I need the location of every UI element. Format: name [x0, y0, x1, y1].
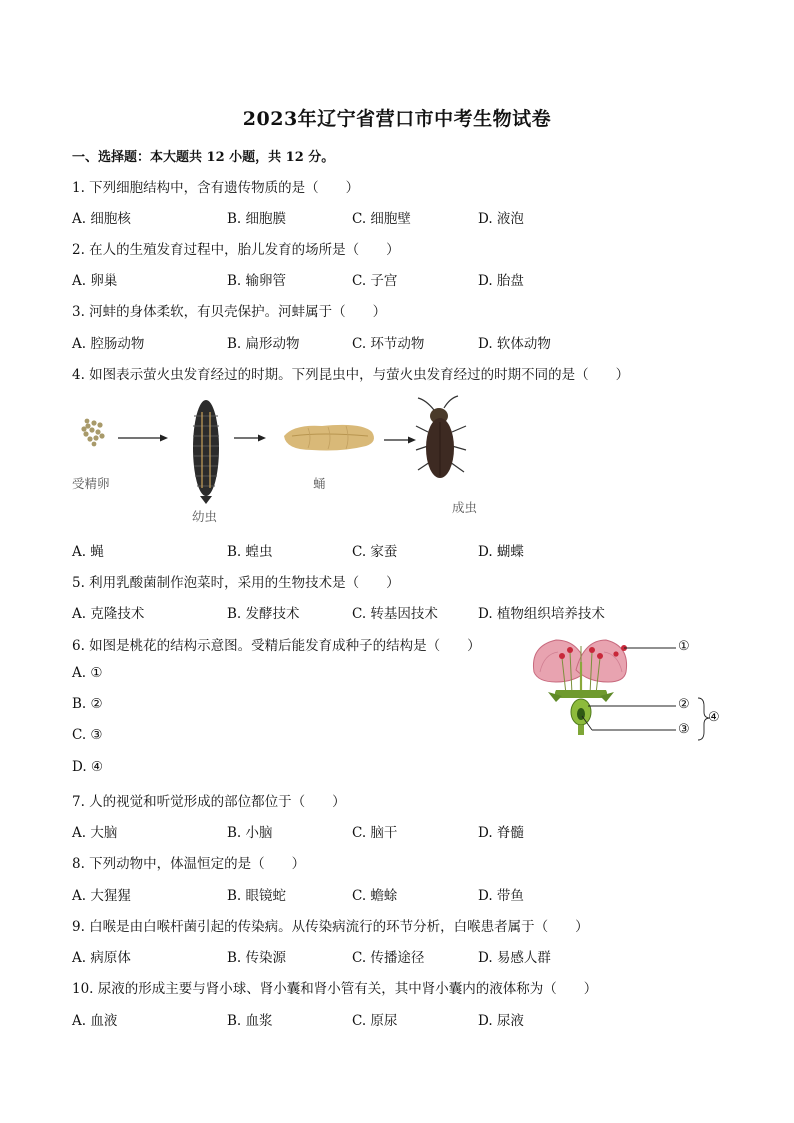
firefly-life-cycle-figure: [72, 392, 512, 532]
option-b[interactable]: B. 扁形动物: [227, 336, 300, 352]
option-a[interactable]: A. 细胞核: [72, 211, 131, 227]
flower-diagram-icon: [533, 640, 627, 735]
option-b[interactable]: B. 蝗虫: [227, 544, 273, 560]
option-a[interactable]: A. 腔肠动物: [72, 336, 145, 352]
arrow-icon: [118, 435, 168, 442]
option-d[interactable]: D. 带鱼: [478, 888, 524, 904]
option-d[interactable]: D. 脊髓: [478, 825, 524, 841]
option-d[interactable]: D. 液泡: [478, 211, 524, 227]
pupa-label: 蛹: [313, 476, 326, 491]
question-3-stem: 3. 河蚌的身体柔软，有贝壳保护。河蚌属于（ ）: [72, 304, 387, 320]
option-b[interactable]: B. 眼镜蛇: [227, 888, 287, 904]
question-1-stem: 1. 下列细胞结构中，含有遗传物质的是（ ）: [72, 180, 360, 196]
option-a[interactable]: A. 病原体: [72, 950, 131, 966]
option-a[interactable]: A. 大猩猩: [72, 888, 131, 904]
option-d[interactable]: D. 易感人群: [478, 950, 551, 966]
option-c[interactable]: C. 转基因技术: [352, 606, 438, 622]
option-b[interactable]: B. 小脑: [227, 825, 273, 841]
option-c[interactable]: C. 环节动物: [352, 336, 425, 352]
option-a[interactable]: A. 克隆技术: [72, 606, 145, 622]
option-a[interactable]: A. 大脑: [72, 825, 118, 841]
question-7-stem: 7. 人的视觉和听觉形成的部位都位于（ ）: [72, 794, 346, 810]
larva-icon: [193, 400, 219, 504]
option-d[interactable]: D. 植物组织培养技术: [478, 606, 605, 622]
option-c[interactable]: C. ③: [72, 727, 103, 743]
option-d[interactable]: D. 蝴蝶: [478, 544, 524, 560]
question-8-stem: 8. 下列动物中，体温恒定的是（ ）: [72, 856, 306, 872]
option-b[interactable]: B. 细胞膜: [227, 211, 287, 227]
option-d[interactable]: D. 软体动物: [478, 336, 551, 352]
marker-3: ③: [678, 722, 690, 737]
larva-label: 幼虫: [192, 509, 218, 524]
marker-2: ②: [678, 697, 690, 712]
section-heading: 一、选择题：本大题共 12 小题，共 12 分。: [72, 150, 335, 165]
option-c[interactable]: C. 细胞壁: [352, 211, 411, 227]
question-5-stem: 5. 利用乳酸菌制作泡菜时，采用的生物技术是（ ）: [72, 575, 400, 591]
option-c[interactable]: C. 家蚕: [352, 544, 398, 560]
question-4-stem: 4. 如图表示萤火虫发育经过的时期。下列昆虫中，与萤火虫发育经过的时期不同的是（ ）: [72, 367, 630, 383]
option-c[interactable]: C. 脑干: [352, 825, 398, 841]
peach-flower-figure: [526, 632, 726, 742]
marker-4: ④: [708, 710, 720, 725]
marker-1: ①: [678, 639, 690, 654]
egg-cluster-icon: [81, 419, 104, 447]
option-b[interactable]: B. 传染源: [227, 950, 287, 966]
option-b[interactable]: B. 血浆: [227, 1013, 273, 1029]
question-2-stem: 2. 在人的生殖发育过程中，胎儿发育的场所是（ ）: [72, 242, 400, 258]
option-d[interactable]: D. 胎盘: [478, 273, 524, 289]
option-b[interactable]: B. 发酵技术: [227, 606, 300, 622]
arrow-icon: [234, 435, 266, 442]
option-c[interactable]: C. 原尿: [352, 1013, 398, 1029]
option-d[interactable]: D. ④: [72, 759, 104, 775]
question-9-stem: 9. 白喉是由白喉杆菌引起的传染病。从传染病流行的环节分析，白喉患者属于（ ）: [72, 919, 589, 935]
egg-label: 受精卵: [72, 476, 110, 491]
option-a[interactable]: A. 卵巢: [72, 273, 118, 289]
option-b[interactable]: B. 输卵管: [227, 273, 287, 289]
option-c[interactable]: C. 子宫: [352, 273, 398, 289]
option-a[interactable]: A. ①: [72, 665, 103, 681]
option-c[interactable]: C. 蟾蜍: [352, 888, 398, 904]
adult-firefly-icon: [416, 396, 466, 478]
question-10-stem: 10. 尿液的形成主要与肾小球、肾小囊和肾小管有关，其中肾小囊内的液体称为（ ）: [72, 981, 598, 997]
option-d[interactable]: D. 尿液: [478, 1013, 524, 1029]
question-6-stem: 6. 如图是桃花的结构示意图。受精后能发育成种子的结构是（ ）: [72, 638, 481, 654]
option-b[interactable]: B. ②: [72, 696, 103, 712]
option-a[interactable]: A. 血液: [72, 1013, 118, 1029]
option-a[interactable]: A. 蝇: [72, 544, 104, 560]
adult-label: 成虫: [452, 500, 478, 515]
option-c[interactable]: C. 传播途径: [352, 950, 425, 966]
arrow-icon: [384, 437, 416, 444]
page-title: 2023年辽宁省营口市中考生物试卷: [242, 108, 552, 130]
pupa-icon: [284, 425, 374, 451]
